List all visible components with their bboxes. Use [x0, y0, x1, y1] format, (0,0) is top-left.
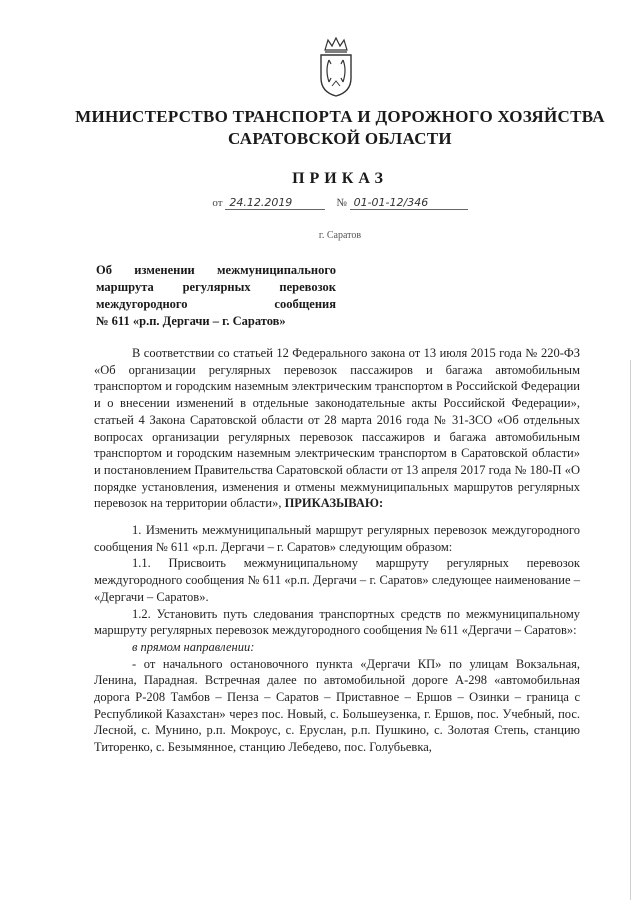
order-subject	[96, 262, 336, 330]
number-prefix: №	[336, 197, 347, 209]
subject-line: № 611 «р.п. Дергачи – г. Саратов»	[96, 314, 286, 328]
ministry-title-line1: МИНИСТЕРСТВО ТРАНСПОРТА И ДОРОЖНОГО ХОЗЯЙСТВА	[75, 107, 605, 126]
order-body	[94, 345, 580, 756]
item-1-1: 1.1. Присвоить межмуниципальному маршруту регулярных перевозок междугородного сообщения № 611 «р.п. Дергачи – г. Саратов» следующее наименование – «Дергачи – Саратов».	[94, 556, 580, 604]
preamble-text: В соответствии со статьей 12 Федерального закона от 13 июля 2015 года № 220-ФЗ «Об организации регулярных перевозок пассажиров и багажа автомобильным транспортом и городским наземным электрическим транспортом в Российской Федерации и о внесении изменений в отдельные законодательные акты Российской Федерации», статьей 4 Закона Саратовской области от 28 марта 2016 года № 31-ЗСО «Об отдельных вопросах организации регулярных перевозок пассажиров и багажа автомобильным транспортом и городским наземным электрическим транспортом в Саратовской области» и постановлением Правительства Саратовской области от 13 апреля 2017 года № 180-П «О порядке установления, изменения и отмены межмуниципальных маршрутов регулярных перевозок на территории области»,	[94, 346, 580, 511]
route-description: - от начального остановочного пункта «Дергачи КП» по улицам Вокзальная, Ленина, Парадная. Встречная далее по автомобильной дороге А-298 «автомобильная дорога Р-208 Тамбов – Пенза – Саратов – Приставное – Ершов – Озинки – граница с Республикой Казахстан» через пос. Новый, с. Большеузенка, г. Ершов, пос. Учебный, пос. Лесной, с. Мунино, р.п. Мокроус, с. Еруслан, р.п. Пушкино, с. Золотая Степь, станцию Титоренко, с. Безымянное, станцию Лебедево, пос. Голубьевка,	[94, 656, 580, 755]
handwritten-date: 24.12.2019	[225, 196, 325, 210]
date-number-line	[60, 196, 620, 210]
scan-edge-line	[630, 360, 631, 900]
subject-line: междугородного сообщения	[96, 297, 336, 311]
order-word: ПРИКАЗЫВАЮ:	[284, 496, 384, 511]
item-1: 1. Изменить межмуниципальный маршрут регулярных перевозок междугородного сообщения № 611 «р.п. Дергачи – г. Саратов» следующим образом:	[94, 523, 580, 554]
subject-line: Об изменении межмуниципального	[96, 263, 336, 277]
document-type: ПРИКАЗ	[292, 170, 388, 187]
coat-of-arms-emblem	[317, 36, 355, 98]
handwritten-number: 01-01-12/346	[350, 196, 468, 210]
date-prefix: от	[212, 197, 223, 209]
direction-label: в прямом направлении:	[132, 639, 255, 654]
subject-line: маршрута регулярных перевозок	[96, 280, 336, 294]
preamble-paragraph	[94, 345, 580, 512]
city-label: г. Саратов	[318, 230, 362, 241]
item-1-2: 1.2. Установить путь следования транспортных средств по межмуниципальному маршруту регулярных перевозок междугородного сообщения № 611 «Дергачи – Саратов»:	[94, 606, 580, 638]
ministry-title-line2: САРАТОВСКОЙ ОБЛАСТИ	[228, 129, 452, 148]
